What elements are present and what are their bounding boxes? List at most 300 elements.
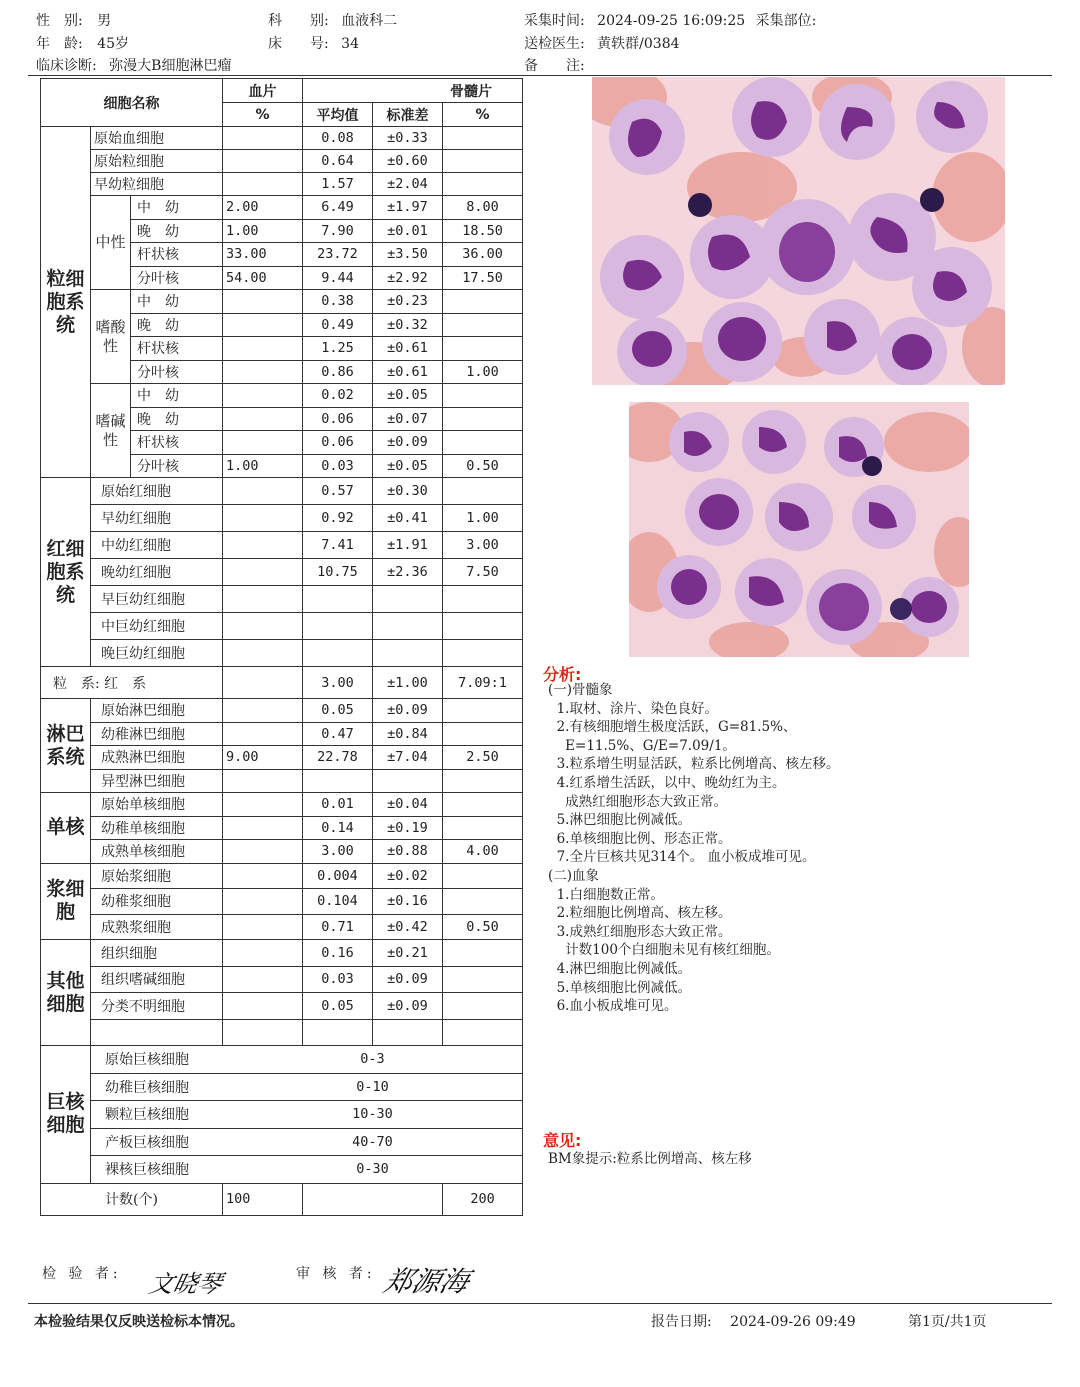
group-erythroid: 红细胞系统 — [41, 478, 91, 667]
blood-pct-cell — [223, 1019, 303, 1046]
mean-cell: 0.05 — [303, 699, 373, 723]
cell-name: 晚巨幼红细胞 — [91, 640, 223, 667]
mean-cell: 0.38 — [303, 290, 373, 314]
analysis-line: 计数100个白细胞未见有核红细胞。 — [548, 942, 780, 959]
footer-divider — [28, 1303, 1052, 1304]
reviewer-label: 审 核 者: — [296, 1266, 376, 1282]
mean-cell: 0.14 — [303, 816, 373, 840]
blood-pct-cell — [223, 667, 303, 699]
mean-cell: 9.44 — [303, 266, 373, 290]
table-row — [41, 478, 523, 505]
mean-cell — [303, 586, 373, 613]
group-mega: 巨核细胞 — [41, 1046, 91, 1184]
marrow-pct-cell — [443, 940, 523, 967]
col-blood: 血片 — [223, 79, 303, 103]
analysis-line: 7.全片巨核共见314个。 血小板成堆可见。 — [548, 849, 816, 866]
mega-range-cell: 0-10 — [303, 1073, 443, 1101]
collect-site-label: 采集部位: — [755, 13, 817, 29]
sub-baso: 嗜碱性 — [91, 384, 131, 478]
table-row — [41, 586, 523, 613]
doctor-value: 黄轶群/0384 — [597, 36, 680, 52]
collect-time-value: 2024-09-25 16:09:25 — [597, 13, 746, 29]
collect-time-label: 采集时间: — [524, 13, 585, 29]
table-row — [41, 150, 523, 173]
cell-name: 杆状核 — [131, 337, 223, 361]
analysis-line: 6.单核细胞比例、形态正常。 — [548, 830, 732, 847]
analysis-line: 3.粒系增生明显活跃，粒系比例增高、核左移。 — [548, 756, 840, 773]
mean-cell: 0.05 — [303, 993, 373, 1020]
table-row — [41, 79, 523, 103]
analysis-text — [548, 681, 839, 1016]
doctor-field — [524, 33, 680, 53]
blood-pct-cell — [223, 914, 303, 940]
table-row — [41, 640, 523, 667]
marrow-pct-cell — [443, 640, 523, 667]
bed-value: 34 — [341, 36, 359, 52]
header-divider — [28, 75, 1052, 76]
mean-cell: 0.104 — [303, 889, 373, 915]
doctor-label: 送检医生: — [524, 36, 585, 52]
analysis-line: 成熟红细胞形态大致正常。 — [548, 793, 728, 810]
group-plasma: 浆细胞 — [41, 863, 91, 940]
table-row — [41, 889, 523, 915]
table-row — [41, 816, 523, 840]
blank-cell — [443, 1046, 523, 1074]
mean-cell: 0.004 — [303, 863, 373, 889]
sd-cell: ±0.05 — [373, 454, 443, 478]
cell-name: 分叶核 — [131, 360, 223, 384]
marrow-pct-cell: 36.00 — [443, 243, 523, 267]
mean-cell: 23.72 — [303, 243, 373, 267]
table-row — [41, 940, 523, 967]
sd-cell: ±0.42 — [373, 914, 443, 940]
table-row — [41, 1019, 523, 1046]
table-row — [41, 173, 523, 196]
cell-name: 中 幼 — [131, 290, 223, 314]
blood-pct-cell — [223, 840, 303, 864]
cell-name: 原始血细胞 — [91, 127, 223, 150]
sd-cell: ±0.61 — [373, 360, 443, 384]
mean-cell: 0.92 — [303, 505, 373, 532]
blood-pct-cell: 1.00 — [223, 219, 303, 243]
blood-pct-cell — [223, 993, 303, 1020]
blood-pct-cell — [223, 150, 303, 173]
blood-pct-cell: 2.00 — [223, 196, 303, 220]
table-row — [41, 290, 523, 314]
cell-name: 中 幼 — [131, 196, 223, 220]
reviewer-signature: 郑源海 — [380, 1265, 474, 1298]
ratio-label: 粒 系: 红 系 — [41, 667, 223, 699]
sd-cell: ±0.21 — [373, 940, 443, 967]
cell-name: 中 幼 — [131, 384, 223, 408]
sd-cell: ±2.92 — [373, 266, 443, 290]
blank-cell — [443, 1156, 523, 1184]
cell-name: 组织细胞 — [91, 940, 223, 967]
cell-name: 幼稚浆细胞 — [91, 889, 223, 915]
marrow-smear-image-2 — [629, 402, 969, 657]
blank-cell — [443, 1101, 523, 1129]
table-row — [41, 863, 523, 889]
analysis-line: 3.成熟红细胞形态大致正常。 — [548, 923, 732, 940]
analysis-line: 4.淋巴细胞比例减低。 — [548, 960, 691, 977]
blood-pct-cell — [223, 793, 303, 817]
marrow-pct-cell — [443, 478, 523, 505]
sd-cell: ±0.01 — [373, 219, 443, 243]
marrow-micrograph-2 — [629, 402, 969, 657]
cell-name: 中巨幼红细胞 — [91, 613, 223, 640]
tester-label: 检 验 者: — [42, 1266, 122, 1282]
table-row — [41, 769, 523, 793]
marrow-pct-cell — [443, 586, 523, 613]
analysis-line: 4.红系增生活跃，以中、晚幼红为主。 — [548, 774, 786, 791]
count-blank — [303, 1183, 443, 1215]
cell-name: 产板巨核细胞 — [91, 1128, 223, 1156]
sd-cell: ±0.02 — [373, 863, 443, 889]
blood-pct-cell: 54.00 — [223, 266, 303, 290]
cell-name: 杆状核 — [131, 243, 223, 267]
table-row — [41, 793, 523, 817]
report-date-field — [651, 1311, 856, 1331]
cell-name: 组织嗜碱细胞 — [91, 966, 223, 993]
blood-pct-cell — [223, 613, 303, 640]
sd-cell — [373, 769, 443, 793]
table-row — [41, 966, 523, 993]
marrow-pct-cell — [443, 173, 523, 196]
blood-pct-cell — [223, 360, 303, 384]
mean-cell: 0.71 — [303, 914, 373, 940]
analysis-line: 2.粒细胞比例增高、核左移。 — [548, 905, 732, 922]
analysis-line: E=11.5%、G/E=7.09/1。 — [548, 737, 736, 754]
cell-name: 晚 幼 — [131, 219, 223, 243]
mean-cell: 0.49 — [303, 313, 373, 337]
cell-name: 原始单核细胞 — [91, 793, 223, 817]
diagnosis-value: 弥漫大B细胞淋巴瘤 — [109, 58, 232, 74]
blood-pct-cell — [223, 769, 303, 793]
count-blood: 100 — [223, 1183, 303, 1215]
blood-pct-cell — [223, 889, 303, 915]
table-row — [41, 993, 523, 1020]
mean-cell: 10.75 — [303, 559, 373, 586]
cell-name: 幼稚巨核细胞 — [91, 1073, 223, 1101]
dept-label: 科 别: — [268, 13, 329, 29]
sd-cell: ±0.32 — [373, 313, 443, 337]
mega-range-cell: 0-30 — [303, 1156, 443, 1184]
marrow-pct-cell — [443, 993, 523, 1020]
table-row — [41, 914, 523, 940]
gender-value: 男 — [97, 13, 112, 29]
blood-pct-cell: 1.00 — [223, 454, 303, 478]
blood-pct-cell — [223, 863, 303, 889]
diagnosis-label: 临床诊断: — [36, 58, 97, 74]
blood-pct-cell — [223, 586, 303, 613]
table-row — [41, 1183, 523, 1215]
blood-pct-cell — [223, 478, 303, 505]
mean-cell: 3.00 — [303, 667, 373, 699]
cell-name: 杆状核 — [131, 431, 223, 455]
marrow-pct-cell: 7.50 — [443, 559, 523, 586]
marrow-pct-cell — [443, 337, 523, 361]
blood-pct-cell — [223, 966, 303, 993]
mean-cell — [303, 769, 373, 793]
blank-cell — [223, 1101, 303, 1129]
mean-cell: 1.25 — [303, 337, 373, 361]
marrow-pct-cell: 1.00 — [443, 360, 523, 384]
blood-pct-cell — [223, 337, 303, 361]
sd-cell: ±0.09 — [373, 699, 443, 723]
mean-cell: 0.16 — [303, 940, 373, 967]
group-other: 其他细胞 — [41, 940, 91, 1046]
bed-field — [268, 33, 359, 53]
blood-pct-cell — [223, 559, 303, 586]
table-row — [41, 1156, 523, 1184]
remark-field — [524, 55, 585, 75]
col-cell-name: 细胞名称 — [41, 79, 223, 127]
blood-pct-cell — [223, 722, 303, 746]
blood-pct-cell: 33.00 — [223, 243, 303, 267]
diagnosis-field — [36, 55, 231, 75]
blank-cell — [223, 1073, 303, 1101]
col-mean: 平均值 — [303, 103, 373, 127]
mean-cell: 0.64 — [303, 150, 373, 173]
sd-cell — [373, 586, 443, 613]
table-row — [41, 613, 523, 640]
cell-name — [91, 1019, 223, 1046]
marrow-pct-cell — [443, 127, 523, 150]
cell-name: 晚 幼 — [131, 313, 223, 337]
sub-neutro: 中性 — [91, 196, 131, 290]
blood-pct-cell — [223, 505, 303, 532]
mean-cell: 7.41 — [303, 532, 373, 559]
cell-name: 原始浆细胞 — [91, 863, 223, 889]
cell-name: 幼稚淋巴细胞 — [91, 722, 223, 746]
blood-pct-cell — [223, 816, 303, 840]
sd-cell — [373, 613, 443, 640]
cell-name: 颗粒巨核细胞 — [91, 1101, 223, 1129]
report-date-label: 报告日期: — [651, 1314, 712, 1330]
marrow-pct-cell — [443, 722, 523, 746]
table-row — [41, 722, 523, 746]
table-row — [41, 1101, 523, 1129]
sd-cell — [373, 1019, 443, 1046]
blood-pct-cell — [223, 384, 303, 408]
analysis-line: 1.取材、涂片、染色良好。 — [548, 700, 718, 717]
mean-cell: 0.06 — [303, 431, 373, 455]
sd-cell: ±0.09 — [373, 431, 443, 455]
sd-cell: ±0.30 — [373, 478, 443, 505]
sd-cell: ±0.07 — [373, 407, 443, 431]
age-value: 45岁 — [97, 36, 129, 52]
table-row — [41, 384, 523, 408]
cell-name: 成熟单核细胞 — [91, 840, 223, 864]
blood-pct-cell — [223, 173, 303, 196]
cell-name: 幼稚单核细胞 — [91, 816, 223, 840]
blank-cell — [223, 1156, 303, 1184]
marrow-pct-cell — [443, 1019, 523, 1046]
mean-cell — [303, 613, 373, 640]
sd-cell: ±0.16 — [373, 889, 443, 915]
mean-cell: 0.06 — [303, 407, 373, 431]
mega-range-cell: 0-3 — [303, 1046, 443, 1074]
collect-time-field — [524, 10, 816, 30]
marrow-pct-cell — [443, 431, 523, 455]
blood-pct-cell — [223, 699, 303, 723]
sd-cell: ±0.04 — [373, 793, 443, 817]
table-row — [41, 746, 523, 770]
tester-signature: 文晓琴 — [146, 1270, 225, 1298]
gender-field — [36, 10, 111, 30]
marrow-pct-cell — [443, 889, 523, 915]
table-row — [41, 1046, 523, 1074]
table-row — [41, 505, 523, 532]
opinion-text: BM象提示:粒系比例增高、核左移 — [548, 1151, 752, 1167]
marrow-pct-cell — [443, 863, 523, 889]
sd-cell: ±2.04 — [373, 173, 443, 196]
report-date-value: 2024-09-26 09:49 — [730, 1314, 856, 1330]
cell-name: 分叶核 — [131, 266, 223, 290]
table-row — [41, 196, 523, 220]
sd-cell: ±0.33 — [373, 127, 443, 150]
blood-pct-cell — [223, 532, 303, 559]
marrow-pct-cell: 2.50 — [443, 746, 523, 770]
cell-name: 异型淋巴细胞 — [91, 769, 223, 793]
col-pct2: % — [443, 103, 523, 127]
blank-cell — [223, 1046, 303, 1074]
table-row — [41, 840, 523, 864]
sd-cell: ±0.09 — [373, 966, 443, 993]
remark-label: 备 注: — [524, 58, 585, 74]
page-number: 第1页/共1页 — [908, 1314, 987, 1330]
sd-cell: ±0.05 — [373, 384, 443, 408]
mean-cell: 0.08 — [303, 127, 373, 150]
sd-cell: ±2.36 — [373, 559, 443, 586]
cell-name: 原始巨核细胞 — [91, 1046, 223, 1074]
mean-cell: 22.78 — [303, 746, 373, 770]
col-marrow: 骨髓片 — [303, 79, 523, 103]
disclaimer: 本检验结果仅反映送检标本情况。 — [34, 1314, 244, 1330]
marrow-pct-cell — [443, 407, 523, 431]
sd-cell: ±0.23 — [373, 290, 443, 314]
mean-cell: 3.00 — [303, 840, 373, 864]
marrow-pct-cell — [443, 290, 523, 314]
blood-pct-cell — [223, 290, 303, 314]
mean-cell: 1.57 — [303, 173, 373, 196]
dept-field — [268, 10, 397, 30]
count-marrow: 200 — [443, 1183, 523, 1215]
bed-label: 床 号: — [268, 36, 329, 52]
count-label: 计数(个) — [41, 1183, 223, 1215]
marrow-pct-cell: 8.00 — [443, 196, 523, 220]
mean-cell: 0.47 — [303, 722, 373, 746]
sd-cell: ±0.61 — [373, 337, 443, 361]
marrow-pct-cell: 7.09:1 — [443, 667, 523, 699]
marrow-pct-cell: 0.50 — [443, 914, 523, 940]
cell-name: 中幼红细胞 — [91, 532, 223, 559]
table-row — [41, 127, 523, 150]
mean-cell: 7.90 — [303, 219, 373, 243]
table-row — [41, 667, 523, 699]
blood-pct-cell — [223, 127, 303, 150]
table-row — [41, 559, 523, 586]
marrow-pct-cell: 3.00 — [443, 532, 523, 559]
mean-cell — [303, 1019, 373, 1046]
marrow-pct-cell — [443, 699, 523, 723]
marrow-pct-cell — [443, 313, 523, 337]
cell-name: 分类不明细胞 — [91, 993, 223, 1020]
mega-range-cell: 40-70 — [303, 1128, 443, 1156]
mega-range-cell: 10-30 — [303, 1101, 443, 1129]
analysis-line: 5.淋巴细胞比例减低。 — [548, 812, 691, 829]
blood-pct-cell — [223, 313, 303, 337]
marrow-pct-cell — [443, 816, 523, 840]
marrow-pct-cell — [443, 793, 523, 817]
cell-name: 分叶核 — [131, 454, 223, 478]
table-row — [41, 699, 523, 723]
mean-cell: 0.01 — [303, 793, 373, 817]
cell-name: 早巨幼红细胞 — [91, 586, 223, 613]
gender-label: 性 别: — [36, 13, 83, 29]
sd-cell: ±1.00 — [373, 667, 443, 699]
cell-count-table — [40, 78, 523, 1216]
analysis-line: (一)骨髓象 — [548, 682, 613, 698]
blood-pct-cell — [223, 640, 303, 667]
cell-name: 晚幼红细胞 — [91, 559, 223, 586]
marrow-micrograph-1 — [592, 77, 1005, 385]
sd-cell: ±0.88 — [373, 840, 443, 864]
cell-name: 成熟浆细胞 — [91, 914, 223, 940]
mean-cell — [303, 640, 373, 667]
table-row — [41, 1128, 523, 1156]
cell-name: 原始粒细胞 — [91, 150, 223, 173]
blank-cell — [223, 1128, 303, 1156]
group-granulocyte: 粒细胞系统 — [41, 127, 91, 478]
cell-name: 原始红细胞 — [91, 478, 223, 505]
sd-cell: ±0.19 — [373, 816, 443, 840]
cell-name: 早幼粒细胞 — [91, 173, 223, 196]
marrow-pct-cell — [443, 966, 523, 993]
age-field — [36, 33, 129, 53]
col-sd: 标准差 — [373, 103, 443, 127]
cell-name: 晚 幼 — [131, 407, 223, 431]
cell-name: 原始淋巴细胞 — [91, 699, 223, 723]
mean-cell: 0.03 — [303, 966, 373, 993]
analysis-title: 分析: — [543, 665, 582, 684]
sd-cell: ±3.50 — [373, 243, 443, 267]
marrow-pct-cell: 17.50 — [443, 266, 523, 290]
marrow-pct-cell — [443, 150, 523, 173]
mean-cell: 0.86 — [303, 360, 373, 384]
analysis-line: (二)血象 — [548, 867, 600, 884]
table-row — [41, 1073, 523, 1101]
sd-cell: ±1.91 — [373, 532, 443, 559]
sd-cell: ±7.04 — [373, 746, 443, 770]
group-mono: 单核 — [41, 793, 91, 864]
blood-pct-cell — [223, 407, 303, 431]
dept-value: 血液科二 — [341, 13, 398, 29]
table-row — [41, 532, 523, 559]
marrow-smear-image-1 — [592, 77, 1005, 385]
opinion-title: 意见: — [543, 1131, 582, 1150]
analysis-line: 5.单核细胞比例减低。 — [548, 979, 691, 996]
marrow-pct-cell: 4.00 — [443, 840, 523, 864]
mean-cell: 0.02 — [303, 384, 373, 408]
marrow-pct-cell: 0.50 — [443, 454, 523, 478]
marrow-pct-cell — [443, 613, 523, 640]
blood-pct-cell: 9.00 — [223, 746, 303, 770]
blank-cell — [443, 1128, 523, 1156]
marrow-pct-cell — [443, 384, 523, 408]
marrow-pct-cell: 1.00 — [443, 505, 523, 532]
sd-cell: ±0.09 — [373, 993, 443, 1020]
